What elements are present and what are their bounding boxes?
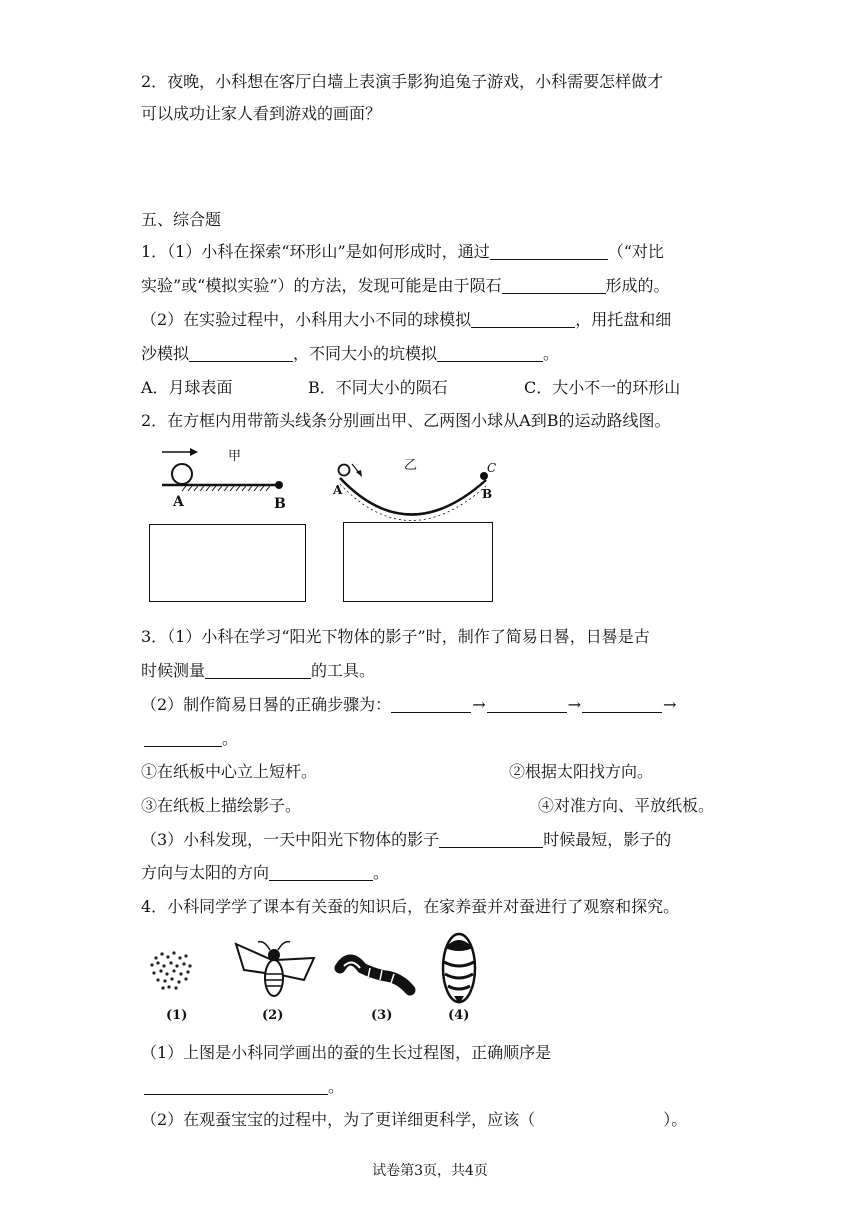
q3-text: 时候测量 <box>141 661 206 680</box>
moth-image <box>236 942 314 996</box>
fig-label-1: (1) <box>166 1008 188 1023</box>
q3-line2 <box>141 661 375 681</box>
q1-line4 <box>141 344 559 364</box>
q1-text: 形成的。 <box>605 276 670 295</box>
q1-text: ，不同大小的坑模拟 <box>293 344 438 363</box>
q1-line2 <box>141 276 670 296</box>
q3-text: 方向与太阳的方向 <box>141 863 270 882</box>
arrow: → <box>663 695 677 714</box>
answer-blank[interactable] <box>144 730 222 747</box>
q3-text: （3）小科发现，一天中阳光下物体的影子 <box>141 830 440 849</box>
q3-line3 <box>141 695 677 715</box>
q2-text: 2．在方框内用带箭头线条分别画出甲、乙两图小球从A到B的运动路线图。 <box>141 411 671 430</box>
answer-blank[interactable] <box>490 243 608 260</box>
q4-sub1-answer <box>144 1077 344 1097</box>
answer-blank[interactable] <box>582 696 662 713</box>
arrow: → <box>472 695 486 714</box>
q1-option-b[interactable]: B．不同大小的陨石 <box>308 378 448 397</box>
q4-sub2 <box>141 1110 687 1130</box>
larva-image <box>340 960 410 990</box>
answer-blank[interactable] <box>269 864 373 881</box>
q3-step3: ③在纸板上描绘影子。 <box>141 796 302 815</box>
q3-line4 <box>144 729 238 749</box>
answer-blank[interactable] <box>439 831 543 848</box>
q4-sub1: （1）上图是小科同学画出的蚕的生长过程图，正确顺序是 <box>141 1043 552 1062</box>
q3-line1: 3．（1）小科在学习“阳光下物体的影子”时，制作了简易日晷，日晷是古 <box>141 627 650 646</box>
fig-label-3: (3) <box>371 1008 393 1023</box>
q3-line7 <box>141 830 671 850</box>
answer-blank[interactable] <box>189 345 293 362</box>
q3-text: 。 <box>222 729 239 748</box>
q4-2-line2: 可以成功让家人看到游戏的画面？ <box>141 104 382 123</box>
q4-2-line1: 2．夜晚，小科想在客厅白墙上表演手影狗追兔子游戏，小科需要怎样做才 <box>141 72 664 91</box>
drawing-box-jia[interactable] <box>149 524 306 602</box>
q1-option-c[interactable]: C．大小不一的环形山 <box>524 378 681 397</box>
answer-blank[interactable] <box>437 345 543 362</box>
arrow: → <box>567 695 581 714</box>
fig-jia-title: 甲 <box>228 449 242 464</box>
q3-text: 的工具。 <box>311 661 376 680</box>
q4-text: （2）在观蚕宝宝的过程中，为了更详细更科学，应该（ <box>141 1110 536 1129</box>
answer-blank[interactable] <box>487 696 567 713</box>
q1-text: （“对比 <box>607 242 664 261</box>
q3-text: 。 <box>373 863 390 882</box>
q3-text: 时候最短，影子的 <box>543 830 672 849</box>
answer-blank[interactable] <box>391 696 471 713</box>
q1-text: （2）在实验过程中，小科用大小不同的球模拟 <box>141 310 472 329</box>
q1-text: ，用托盘和细 <box>575 310 672 329</box>
q3-line8 <box>141 863 389 883</box>
fig-jia-label-b: B <box>274 496 286 512</box>
answer-blank[interactable] <box>471 311 575 328</box>
q1-text: 实验”或“模拟实验”）的方法，发现可能是由于陨石 <box>141 276 502 295</box>
q1-line3 <box>141 310 671 330</box>
fig-jia-label-a: A <box>173 494 184 510</box>
q3-step1: ①在纸板中心立上短杆。 <box>141 762 318 781</box>
fig-yi-label-b: B <box>482 487 493 501</box>
pupa-image <box>443 934 475 1004</box>
fig-label-4: (4) <box>448 1008 470 1023</box>
eggs-image <box>150 951 191 989</box>
answer-blank[interactable] <box>502 277 606 294</box>
q1-option-a[interactable]: A．月球表面 <box>141 378 233 397</box>
section-title: 五、综合题 <box>141 210 222 229</box>
q1-line1 <box>141 242 664 262</box>
answer-blank[interactable] <box>144 1078 328 1095</box>
page-footer: 试卷第3页，共4页 <box>372 1163 488 1179</box>
drawing-box-yi[interactable] <box>343 522 493 602</box>
q4-text: 4．小科同学学了课本有关蚕的知识后，在家养蚕并对蚕进行了观察和探究。 <box>141 897 680 916</box>
answer-blank[interactable] <box>205 662 311 679</box>
q4-text: ）。 <box>663 1110 688 1129</box>
q1-text: 1．（1）小科在探索“环形山”是如何形成时，通过 <box>141 242 490 261</box>
q1-text: 。 <box>543 344 560 363</box>
fig-yi-label-c: C <box>487 461 497 475</box>
fig-yi-label-a: A <box>333 483 343 497</box>
fig-yi-title: 乙 <box>404 458 418 473</box>
q3-step2: ②根据太阳找方向。 <box>509 762 654 781</box>
q3-text: （2）制作简易日晷的正确步骤为： <box>141 695 392 714</box>
q1-text: 沙模拟 <box>141 344 190 363</box>
fig-label-2: (2) <box>262 1008 284 1023</box>
q3-step4: ④对准方向、平放纸板。 <box>538 796 715 815</box>
q4-text: 。 <box>328 1077 345 1096</box>
